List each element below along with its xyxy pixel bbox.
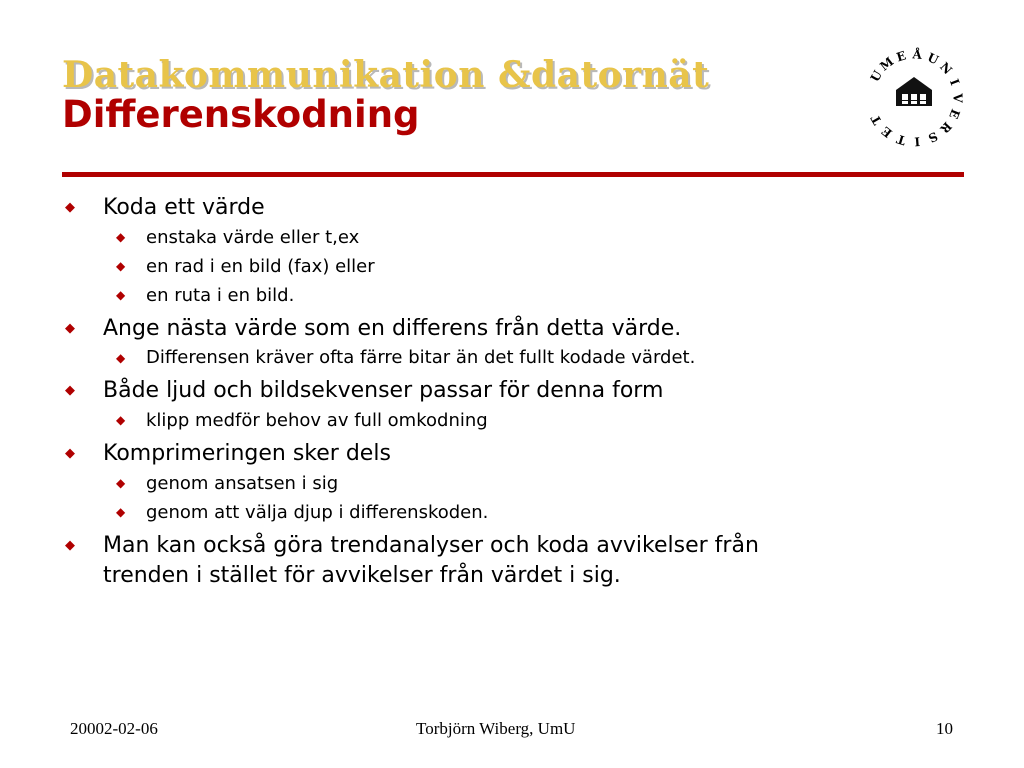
sub-bullet-text: enstaka värde eller t,ex [146,227,360,248]
bullet-text: Komprimeringen sker dels [103,441,391,466]
diamond-bullet-icon: ◆ [116,259,126,273]
sub-bullet-item [62,498,826,527]
sub-bullet-text: klipp medför behov av full omkodning [146,410,488,431]
diamond-bullet-icon: ◆ [116,288,126,302]
sub-bullet-text: genom ansatsen i sig [146,473,339,494]
bullet-item [62,531,823,591]
bullet-item [62,376,902,406]
diamond-bullet-icon: ◆ [65,446,75,461]
footer-author: Torbjörn Wiberg, UmU [416,719,576,738]
bullet-item [62,193,902,223]
logo-letter: V [950,93,965,103]
bullet-text: Man kan också göra trendanalyser och koda avvikelser från trenden i stället för avvikelser från värdet i sig. [103,533,759,588]
sub-bullet-text: en rad i en bild (fax) eller [146,256,375,277]
page-number: 10 [936,719,953,738]
logo-letter: I [946,76,963,88]
diamond-bullet-icon: ◆ [116,476,126,490]
diamond-bullet-icon: ◆ [116,505,126,519]
logo-letter: M [877,54,897,74]
sub-bullet-text: genom att välja djup i differenskoden. [146,502,489,523]
logo-letter: T [868,112,885,128]
sub-bullet-item [62,281,826,310]
logo-letter: R [937,119,955,136]
footer-date: 20002-02-06 [70,719,158,738]
logo-letter: S [925,128,940,146]
bullet-item [62,439,902,469]
slide-title: Differenskodning [62,93,420,136]
logo-letter: I [913,134,921,149]
logo-letter: E [946,107,963,121]
sub-bullet-item [62,252,826,281]
diamond-bullet-icon: ◆ [116,351,126,365]
diamond-bullet-icon: ◆ [65,383,75,398]
diamond-bullet-icon: ◆ [65,538,75,553]
title-divider [62,172,964,177]
umea-university-logo [862,46,966,150]
diamond-bullet-icon: ◆ [116,413,126,427]
sub-bullet-item [62,344,826,372]
sub-bullet-item [62,406,826,435]
logo-letter: N [937,59,955,78]
sub-bullet-text: Differensen kräver ofta färre bitar än det fullt kodade värdet. [146,347,696,368]
bullet-text: Koda ett värde [103,195,265,220]
sub-bullet-item [62,469,826,498]
logo-letter: U [867,68,886,85]
sub-bullet-item [62,223,826,252]
logo-letter: T [894,131,908,148]
logo-letter: U [925,50,941,68]
diamond-bullet-icon: ◆ [65,321,75,336]
logo-letter: E [894,48,908,65]
bullet-text: Ange nästa värde som en differens från detta värde. [103,316,682,341]
logo-letter: E [878,123,895,141]
bullet-list [62,193,902,591]
sub-bullet-text: en ruta i en bild. [146,285,295,306]
diamond-bullet-icon: ◆ [116,230,126,244]
logo-letter: Å [912,47,923,62]
course-title: Datakommunikation &datornät [62,54,710,96]
bullet-item [62,314,902,344]
bullet-text: Både ljud och bildsekvenser passar för denna form [103,378,664,403]
diamond-bullet-icon: ◆ [65,200,75,215]
